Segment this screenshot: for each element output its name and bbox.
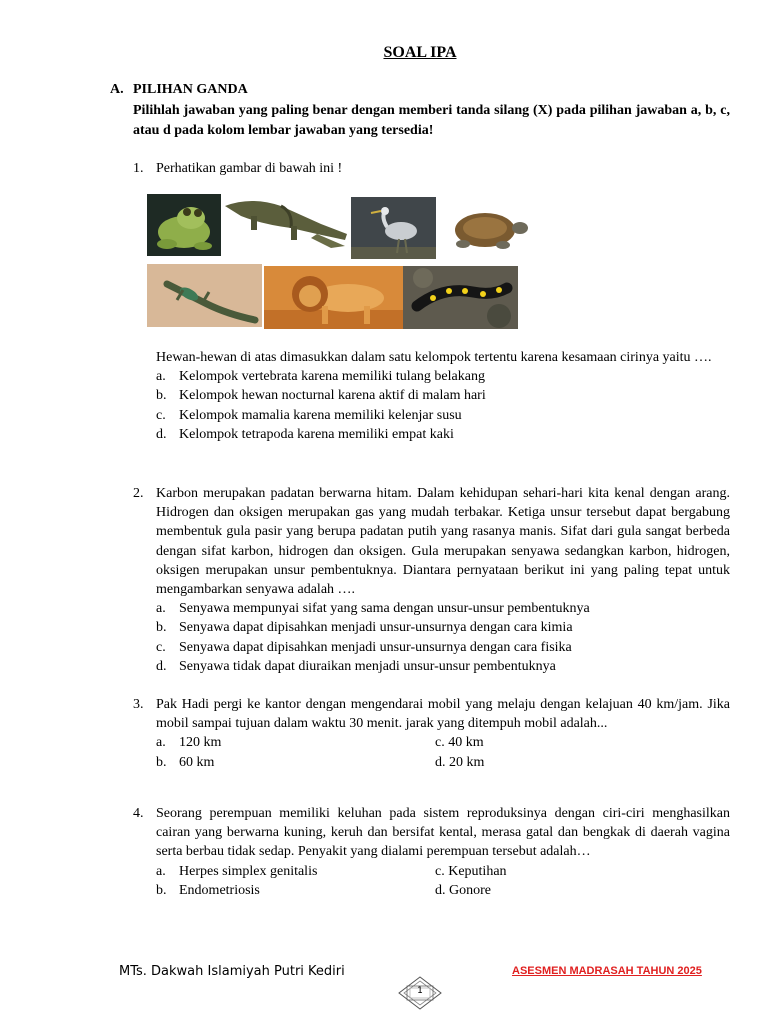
option-c[interactable] [435,862,730,881]
heron-image [351,197,436,259]
question-2 [133,484,730,676]
option-c[interactable] [156,406,730,425]
option-text: d. Gonore [435,882,491,898]
answer-options [156,862,730,900]
section-instructions: Pilihlah jawaban yang paling benar dengan memberi tanda silang (X) pada pilihan jawaban a, b, c, atau d pada kolom lembar jawaban yang tersedia! [133,103,730,138]
section-title: PILIHAN GANDA [133,82,248,97]
option-d[interactable] [156,425,730,444]
footer-exam-title: ASESMEN MADRASAH TAHUN 2025 [512,965,702,977]
crocodile-image [221,194,349,256]
option-d[interactable] [435,881,730,900]
option-letter: a. [156,863,166,879]
page-number: 1 [417,986,423,996]
option-a[interactable] [156,599,730,618]
question-intro: Perhatikan gambar di bawah ini ! [156,161,343,176]
option-text: c. Keputihan [435,863,507,879]
option-text: Senyawa dapat dipisahkan menjadi unsur-unsurnya dengan cara fisika [179,639,572,655]
option-c[interactable] [435,733,730,752]
option-text: Herpes simplex genitalis [179,863,318,879]
question-number: 2. [133,486,144,501]
option-b[interactable] [156,618,730,637]
option-letter: b. [156,882,167,898]
question-stem: Karbon merupakan padatan berwarna hitam. Dalam kehidupan sehari-hari kita kenal dengan arang. Hidrogen dan oksigen merupakan gas yang mudah terbakar. Ketiga unsur tersebut dapat bergabung membentuk gula pasir yang berupa padatan putih yang rasanya manis. Sifat dari gula sangat berbeda dengan sifat karbon, hidrogen dan oksigen. Gula merupakan senyawa sedangkan karbon, hidrogen, oksigen merupakan unsur pembentuknya. Diantara pernyataan berikut ini yang paling tepat untuk mengambarkan senyawa adalah …. [156,486,730,598]
question-1 [133,159,730,178]
question-stem: Hewan-hewan di atas dimasukkan dalam satu kelompok tertentu karena kesamaan cirinya yaitu …. [156,350,712,365]
option-letter: a. [156,735,166,751]
frog-image [147,194,221,256]
option-letter: b. [156,388,167,404]
option-text: d. 20 km [435,754,485,770]
lizard-image [147,264,262,327]
option-letter: b. [156,754,167,770]
question-3 [133,695,730,772]
option-letter: b. [156,620,167,636]
option-d[interactable] [156,657,730,676]
section-letter: A. [110,82,124,97]
option-b[interactable] [156,386,730,405]
option-b[interactable] [156,753,435,772]
section-heading [110,82,248,98]
question-number: 1. [133,161,144,176]
option-d[interactable] [435,753,730,772]
option-a[interactable] [156,862,435,881]
option-letter: c. [156,639,166,655]
option-letter: c. [156,407,166,423]
question-1-body [133,348,730,444]
question-stem: Pak Hadi pergi ke kantor dengan mengendarai mobil yang melaju dengan kelajuan 40 km/jam. Jika mobil sampai tujuan dalam waktu 30 menit. jarak yang ditempuh mobil adalah... [156,697,730,732]
option-letter: a. [156,601,166,617]
question-stem: Seorang perempuan memiliki keluhan pada sistem reproduksinya dengan ciri-ciri menghasilkan cairan yang berwarna kuning, keruh dan bersifat kental, merasa gatal dan bengkak di daerah vagina serta berbau tidak sedap. Penyakit yang dialami perempuan tersebut adalah… [156,806,730,860]
question-number: 3. [133,697,144,712]
option-a[interactable] [156,733,435,752]
page-number-badge [398,976,442,1010]
answer-options [156,599,730,676]
option-text: Senyawa tidak dapat diuraikan menjadi unsur-unsur pembentuknya [179,658,556,674]
option-letter: d. [156,426,167,442]
answer-options [156,367,730,444]
option-text: Senyawa dapat dipisahkan menjadi unsur-unsurnya dengan cara kimia [179,620,573,636]
option-text: Kelompok mamalia karena memiliki kelenjar susu [179,407,462,423]
option-text: 60 km [179,754,215,770]
question-number: 4. [133,806,144,821]
document-title: SOAL IPA [383,44,457,61]
option-text: Kelompok hewan nocturnal karena aktif di malam hari [179,388,486,404]
footer-school-name: MTs. Dakwah Islamiyah Putri Kediri [119,964,345,979]
salamander-image [403,266,518,329]
option-text: Senyawa mempunyai sifat yang sama dengan unsur-unsur pembentuknya [179,601,590,617]
turtle-image [441,206,530,252]
option-text: 120 km [179,735,222,751]
option-text: c. 40 km [435,735,484,751]
option-text: Kelompok tetrapoda karena memiliki empat kaki [179,426,454,442]
option-c[interactable] [156,638,730,657]
question-4 [133,804,730,900]
option-a[interactable] [156,367,730,386]
option-text: Endometriosis [179,882,260,898]
option-text: Kelompok vertebrata karena memiliki tulang belakang [179,369,485,385]
option-b[interactable] [156,881,435,900]
option-letter: d. [156,658,167,674]
answer-options [156,733,730,771]
option-letter: a. [156,369,166,385]
lion-image [264,266,403,329]
